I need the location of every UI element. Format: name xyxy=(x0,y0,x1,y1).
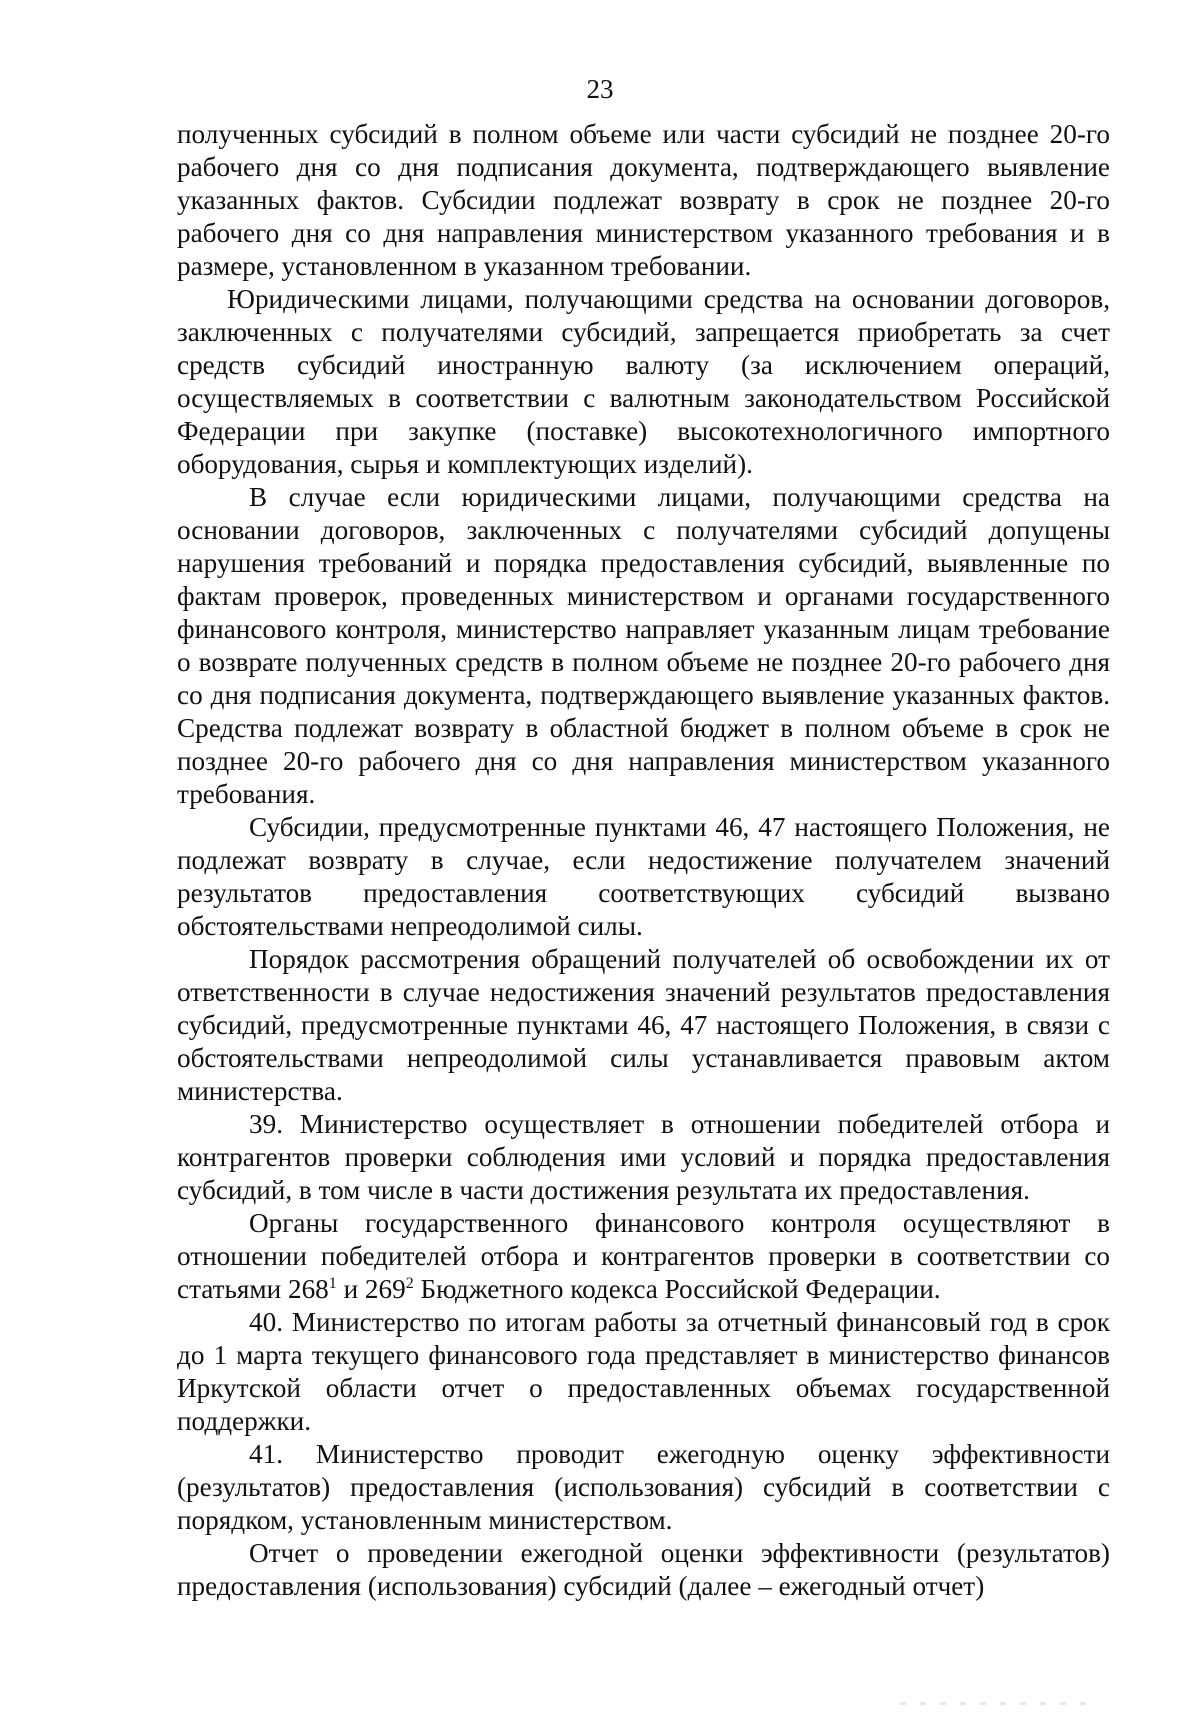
page-number: 23 xyxy=(586,74,614,104)
paragraph-9: 41. Министерство проводит ежегодную оценку эффективности (результатов) предоставления (использования) субсидий в соответствии с порядком, установленным министерством. xyxy=(177,1439,1110,1535)
paragraph-7-text: Органы государственного финансового контроля осуществляют в отношении победителей отбора и контрагентов проверки в соответствии со статьями 268 xyxy=(177,1208,1110,1304)
paragraph-2: Юридическими лицами, получающими средства на основании договоров, заключенных с получателями субсидий, запрещается приобретать за счет средств субсидий иностранную валюту (за исключением операций, осуществляемых в соответствии с валютным законодательством Российской Федерации при закупке (поставке) высокотехнологичного импортного оборудования, сырья и комплектующих изделий). xyxy=(177,284,1110,479)
paragraph-7 xyxy=(177,1207,1110,1306)
paragraph-8: 40. Министерство по итогам работы за отчетный финансовый год в срок до 1 марта текущего финансового года представляет в министерство финансов Иркутской области отчет о предоставленных объемах государственной поддержки. xyxy=(177,1307,1110,1436)
paragraph-6: 39. Министерство осуществляет в отношении победителей отбора и контрагентов проверки соблюдения ими условий и порядка предоставления субсидий, в том числе в части достижения результата их предоставления. xyxy=(177,1109,1110,1205)
superscript-1: 1 xyxy=(328,1274,337,1292)
paragraph-7-mid: и 269 xyxy=(336,1274,406,1304)
paragraph-5: Порядок рассмотрения обращений получателей об освобождении их от ответственности в случае недостижения значений результатов предоставления субсидий, предусмотренные пунктами 46, 47 настоящего Положения, в связи с обстоятельствами непреодолимой силы устанавливается правовым актом министерства. xyxy=(177,944,1110,1106)
scan-artifact xyxy=(900,1702,1100,1705)
paragraph-1: полученных субсидий в полном объеме или части субсидий не позднее 20-го рабочего дня со дня подписания документа, подтверждающего выявление указанных фактов. Субсидии подлежат возврату в срок не позднее 20-го рабочего дня со дня направления министерством указанного требования и в размере, установленном в указанном требовании. xyxy=(177,119,1110,281)
paragraph-7-end: Бюджетного кодекса Российской Федерации. xyxy=(413,1274,941,1304)
document-body xyxy=(177,118,1110,1603)
paragraph-10: Отчет о проведении ежегодной оценки эффективности (результатов) предоставления (использования) субсидий (далее – ежегодный отчет) xyxy=(177,1538,1110,1601)
paragraph-4: Субсидии, предусмотренные пунктами 46, 47 настоящего Положения, не подлежат возврату в случае, если недостижение получателем значений результатов предоставления соответствующих субсидий вызвано обстоятельствами непреодолимой силы. xyxy=(177,812,1110,941)
superscript-2: 2 xyxy=(405,1274,414,1292)
paragraph-3: В случае если юридическими лицами, получающими средства на основании договоров, заключенных с получателями субсидий допущены нарушения требований и порядка предоставления субсидий, выявленные по фактам проверок, проведенных министерством и органами государственного финансового контроля, министерство направляет указанным лицам требование о возврате полученных средств в полном объеме не позднее 20-го рабочего дня со дня подписания документа, подтверждающего выявление указанных фактов. Средства подлежат возврату в областной бюджет в полном объеме в срок не позднее 20-го рабочего дня со дня направления министерством указанного требования. xyxy=(177,482,1110,809)
